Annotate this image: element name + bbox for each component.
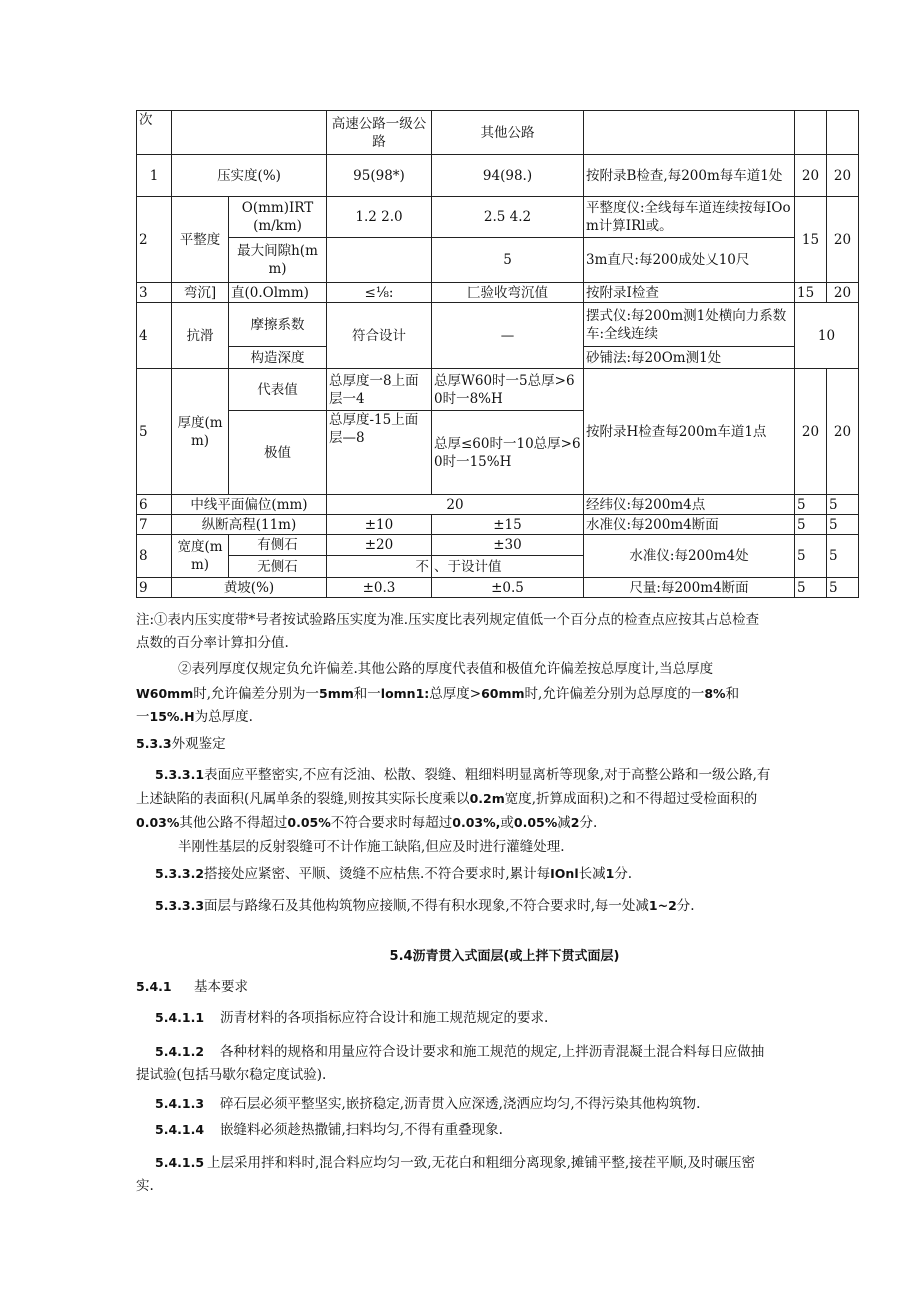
header-other: 其他公路 [432, 111, 584, 155]
row-method: 水准仪:每200m4断面 [584, 515, 795, 535]
clause-text: 搭接处应紧密、平顺、烫缝不应枯焦.不符合要求时,累计每 [204, 866, 551, 882]
clause-value: 1~2 [648, 898, 677, 913]
row-method: 摆式仪:每200m测1处横向力系数车:全线连续 [584, 303, 795, 347]
row-highway-value: 符合设计 [327, 303, 432, 369]
section-5-3-3-title [136, 733, 226, 755]
clause-text: 分. [676, 898, 695, 914]
clause-5-4-1-2-line-2: 提试验(包括马歇尔稳定度试验). [136, 1067, 327, 1083]
note-1-line-2: 点数的百分率计算扣分值. [136, 635, 289, 651]
row-item: 纵断高程(11m) [172, 515, 327, 535]
clause-number: 5.4.1.4 [155, 1122, 205, 1137]
row-value: 20 [327, 495, 584, 515]
clause-number: 5.4.1.1 [155, 1010, 205, 1025]
row-other-value: 总厚≤60时一10总厚>60时一15%H [432, 411, 584, 495]
row-method: 尺量:每200m4断面 [584, 578, 795, 598]
row-other-value: 94(98.) [432, 155, 584, 197]
row-no: 2 [137, 197, 172, 283]
clause-text: 面层与路缘石及其他构筑物应接顺,不得有积水现象,不符合要求时,每一处减 [204, 898, 649, 914]
row-subitem: 摩擦系数 [229, 303, 327, 347]
clause-5-4-1-5-line-2: 实. [136, 1178, 154, 1194]
table-row [137, 303, 859, 347]
row-subitem: 无侧石 [229, 556, 327, 578]
row-method: 按附录H检查每200m车道1点 [584, 369, 795, 495]
table-row [137, 283, 859, 303]
row-no: 1 [137, 155, 172, 197]
clause-text: 长减 [578, 866, 606, 882]
row-no: 9 [137, 578, 172, 598]
row-weight2: 5 [827, 535, 859, 578]
note-text: 和 [725, 686, 740, 702]
row-subitem: 直(0.Olmm) [229, 283, 327, 303]
row-weight: 10 [795, 303, 859, 369]
note-value: 60mm [481, 686, 525, 701]
row-weight2: 5 [827, 495, 859, 515]
table-subrow [137, 238, 859, 283]
note-text: 一 [136, 709, 150, 725]
note-value: 8% [704, 686, 726, 701]
clause-number: 5.3.3.2 [155, 866, 205, 881]
clause-text: 上层采用拌和料时,混合料应均匀一致,无花白和粗细分离现象,摊铺平整,接茬平顺,及时碾压密 [207, 1155, 755, 1171]
row-item: 黄坡(%) [172, 578, 327, 598]
row-weight2: 5 [827, 515, 859, 535]
clause-value: 0.05% [513, 815, 558, 830]
row-highway-value: 95(98*) [327, 155, 432, 197]
table-row [137, 369, 859, 411]
row-subitem: O(mm)IRT(m/km) [229, 197, 327, 238]
note-text: 总厚度> [429, 686, 482, 702]
row-other-value: ±30 [432, 535, 584, 556]
table-row [137, 578, 859, 598]
clause-5-4-1-5-line-1 [155, 1152, 755, 1174]
header-highway: 高速公路一级公路 [327, 111, 432, 155]
row-weight: 5 [795, 578, 827, 598]
row-highway-value: ≤⅛: [327, 283, 432, 303]
row-no: 8 [137, 535, 172, 578]
clause-text: 或 [500, 815, 514, 831]
section-title: 基本要求 [194, 979, 248, 995]
row-no: 7 [137, 515, 172, 535]
clause-value: IOnl [550, 866, 579, 881]
clause-5-4-1-1 [155, 1007, 548, 1029]
row-subitem: 代表值 [229, 369, 327, 411]
section-title: 外观鉴定 [171, 736, 226, 752]
table-row [137, 155, 859, 197]
row-item: 弯沉] [172, 283, 229, 303]
row-highway-value [327, 238, 432, 283]
row-method: 平整度仪:全线每车道连续按每IOom计算IRl或。 [584, 197, 795, 238]
row-other-value: — [432, 303, 584, 369]
section-5-4-heading: 5.4沥青贯入式面层(或上拌下贯式面层) [389, 949, 620, 964]
clause-text: 碎石层必须平整坚实,嵌挤稳定,沥青贯入应深透,浇洒应均匀,不得污染其他构筑物. [220, 1096, 701, 1112]
row-weight: 20 [795, 369, 827, 495]
row-other-value: 总厚W60时一5总厚>60时一8%H [432, 369, 584, 411]
row-item: 厚度(mm) [172, 369, 229, 495]
note-value: lomn1: [380, 686, 430, 701]
clause-5-4-1-3 [155, 1093, 700, 1115]
note-text: 时,允许偏差分别为一 [193, 686, 320, 702]
clause-value: 2 [570, 815, 580, 830]
row-method: 经纬仪:每200m4点 [584, 495, 795, 515]
clause-5-3-3-2 [155, 863, 632, 885]
header-method [584, 111, 795, 155]
clause-value: 0.2m [469, 791, 505, 806]
row-highway-value: 不 [327, 556, 432, 578]
section-5-4-1-title [136, 976, 248, 998]
header-weight2 [827, 111, 859, 155]
clause-number: 5.4.1.5 [155, 1155, 205, 1170]
row-no: 6 [137, 495, 172, 515]
row-weight2: 20 [827, 283, 859, 303]
row-other-value: ±0.5 [432, 578, 584, 598]
clause-value: 0.03%, [452, 815, 501, 830]
clause-text: 沥青材料的各项指标应符合设计和施工规范规定的要求. [220, 1010, 549, 1026]
table-row [137, 197, 859, 238]
row-item: 平整度 [172, 197, 229, 283]
row-other-value: 2.5 4.2 [432, 197, 584, 238]
row-method: 3m直尺:每200成处乂10尺 [584, 238, 795, 283]
row-no: 3 [137, 283, 172, 303]
note-text: 为总厚度. [194, 709, 253, 725]
row-subitem: 最大间隙h(mm) [229, 238, 327, 283]
row-highway-value: 总厚度-15上面层—8 [327, 411, 432, 495]
clause-5-3-3-1-line-3 [136, 812, 597, 834]
note-value: W60mm [136, 686, 194, 701]
clause-value: 1 [605, 866, 615, 881]
clause-text: 不符合要求时每超过 [330, 815, 453, 831]
row-no: 4 [137, 303, 172, 369]
clause-number: 5.4.1.3 [155, 1096, 205, 1111]
row-highway-value: ±20 [327, 535, 432, 556]
clause-text: 减 [557, 815, 571, 831]
clause-text: 分. [579, 815, 598, 831]
header-no: 次 [137, 111, 172, 155]
row-weight: 5 [795, 515, 827, 535]
row-weight: 15 [795, 197, 827, 283]
note-1-line-1: 注:①表内压实度带*号者按试验路压实度为准.压实度比表列规定值低一个百分点的检查点应按其占总检查 [136, 612, 760, 628]
row-other-value: 匚验收弯沉值 [432, 283, 584, 303]
note-text: 和一 [353, 686, 381, 702]
note-2-line-1: ②表列厚度仅规定负允许偏差.其他公路的厚度代表值和极值允许偏差按总厚度计,当总厚度 [178, 661, 714, 677]
note-value: 15%.H [149, 709, 195, 724]
clause-5-3-3-1-line-2 [136, 788, 757, 810]
row-weight: 20 [795, 155, 827, 197]
clause-number: 5.4.1.2 [155, 1044, 205, 1059]
table-header-row [137, 111, 859, 155]
row-weight2: 5 [827, 578, 859, 598]
table-row [137, 515, 859, 535]
clause-5-3-3-1-line-1 [155, 764, 770, 786]
clause-5-3-3-1-line-4: 半刚性基层的反射裂缝可不计作施工缺陷,但应及时进行灌缝处理. [178, 839, 565, 855]
clause-text: 宽度,折算成面积)之和不得超过受检面积的 [504, 791, 758, 807]
row-no: 5 [137, 369, 172, 495]
row-subitem: 极值 [229, 411, 327, 495]
clause-number: 5.3.3.3 [155, 898, 205, 913]
inspection-table [136, 110, 859, 598]
row-item: 中线平面偏位(mm) [172, 495, 327, 515]
row-method: 水准仪:每200m4处 [584, 535, 795, 578]
table-row [137, 535, 859, 556]
row-item: 宽度(mm) [172, 535, 229, 578]
clause-5-3-3-3 [155, 895, 695, 917]
clause-text: 上述缺陷的表面积(凡属单条的裂缝,则按其实际长度乘以 [136, 791, 470, 807]
clause-text: 其他公路不得超过 [179, 815, 288, 831]
row-method: 砂铺法:每20Om测1处 [584, 347, 795, 369]
clause-5-4-1-4 [155, 1119, 503, 1141]
row-highway-value: ±10 [327, 515, 432, 535]
row-weight2: 20 [827, 369, 859, 495]
note-2-line-2 [136, 683, 739, 705]
clause-text: 表面应平整密实,不应有泛油、松散、裂缝、粗细料明显离析等现象,对于高整公路和一级公路,有 [204, 767, 771, 783]
row-highway-value: 总厚度一8上面层一4 [327, 369, 432, 411]
note-value: 5mm [319, 686, 354, 701]
row-method: 按附录I检查 [584, 283, 795, 303]
clause-5-4-1-2-line-1 [155, 1041, 764, 1063]
row-item: 抗滑 [172, 303, 229, 369]
clause-value: 0.05% [287, 815, 331, 830]
table-row [137, 495, 859, 515]
section-number: 5.3.3 [136, 736, 172, 751]
clause-text: 各种材料的规格和用量应符合设计要求和施工规范的规定,上拌沥青混凝土混合料每日应做抽 [220, 1044, 765, 1060]
row-item: 压实度(%) [172, 155, 327, 197]
note-2-line-3 [136, 706, 253, 728]
row-weight2: 20 [827, 197, 859, 283]
row-other-value: ±15 [432, 515, 584, 535]
clause-value: 0.03% [136, 815, 180, 830]
row-other-value: 、于设计值 [432, 556, 584, 578]
row-weight2: 20 [827, 155, 859, 197]
row-weight: 15 [795, 283, 827, 303]
row-weight: 5 [795, 535, 827, 578]
section-number: 5.4.1 [136, 979, 172, 994]
row-other-value: 5 [432, 238, 584, 283]
clause-text: 分. [614, 866, 633, 882]
row-method: 按附录B检查,每200m每车道1处 [584, 155, 795, 197]
clause-text: 嵌缝料必须趁热撒铺,扫料均匀,不得有重叠现象. [220, 1122, 503, 1138]
row-highway-value: ±0.3 [327, 578, 432, 598]
clause-number: 5.3.3.1 [155, 767, 205, 782]
header-weight [795, 111, 827, 155]
note-text: 时,允许偏差分别为总厚度的一 [524, 686, 705, 702]
row-subitem: 构造深度 [229, 347, 327, 369]
row-highway-value: 1.2 2.0 [327, 197, 432, 238]
row-subitem: 有侧石 [229, 535, 327, 556]
header-item [172, 111, 327, 155]
row-weight: 5 [795, 495, 827, 515]
